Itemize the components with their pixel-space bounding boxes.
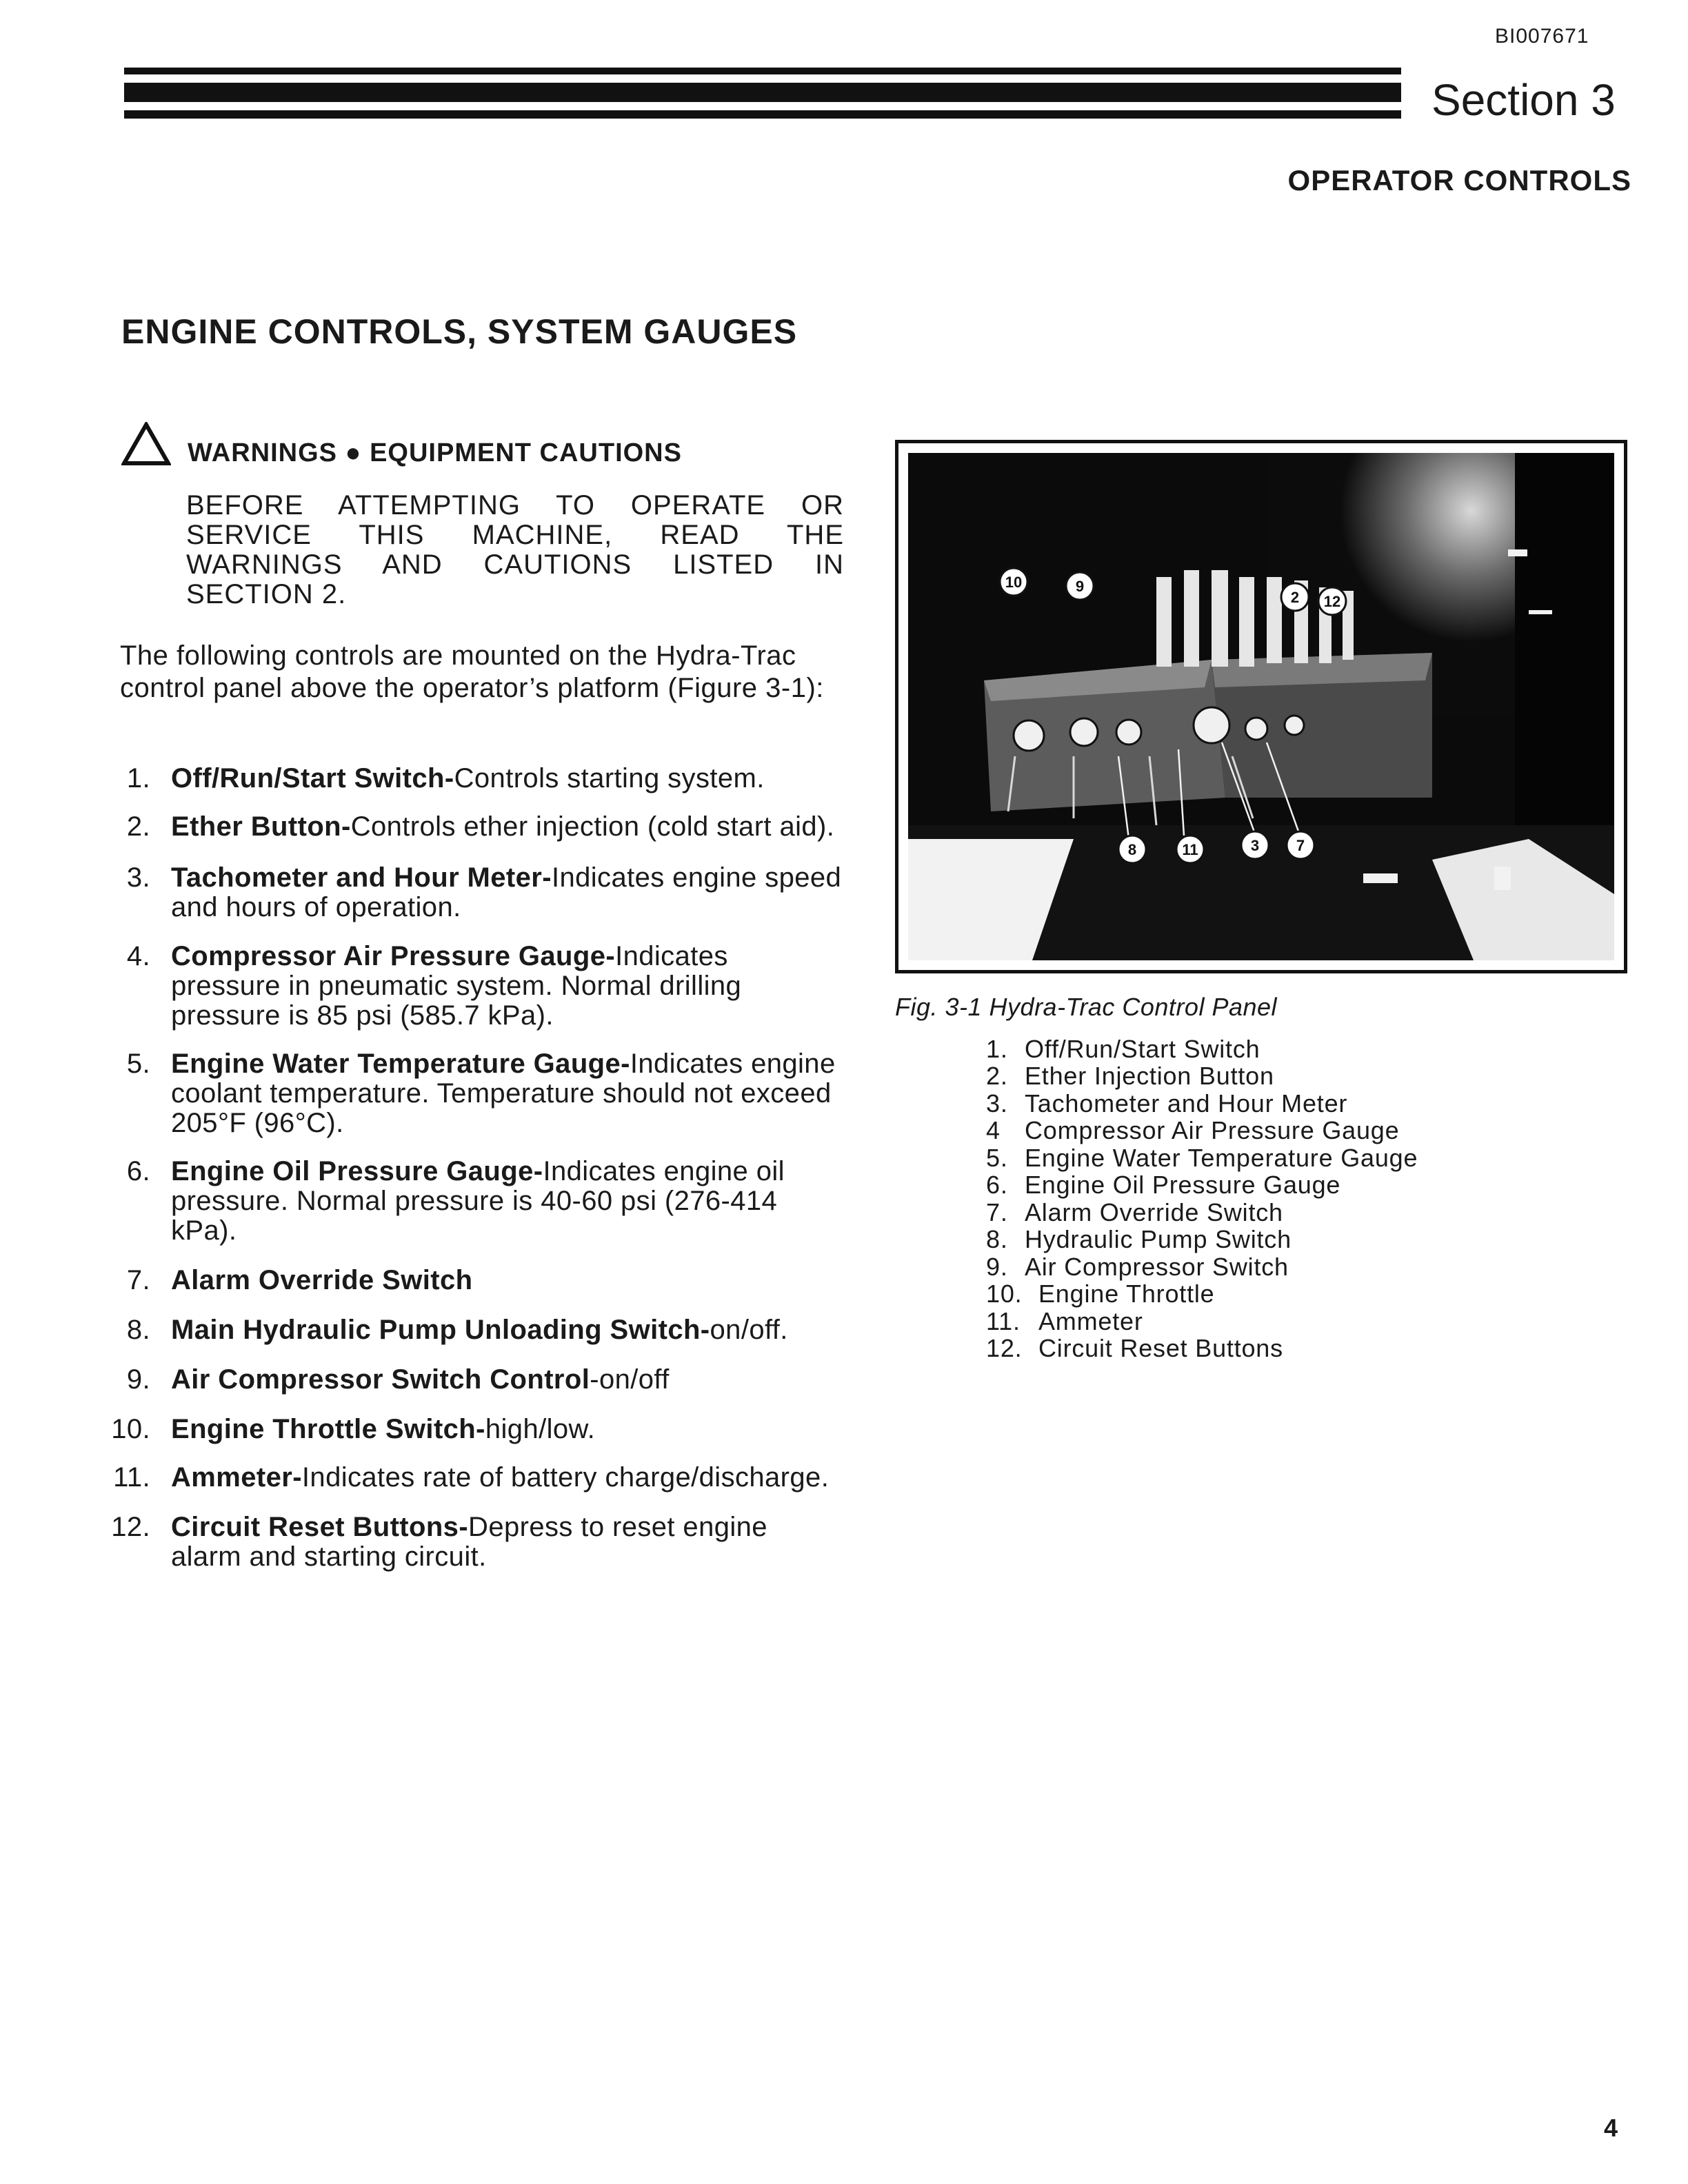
item-number: 4. <box>126 941 150 971</box>
item-number: 5. <box>126 1049 150 1079</box>
item-description: Controls starting system. <box>454 763 765 793</box>
item-description: Indicates rate of battery charge/discharge. <box>301 1462 830 1493</box>
item-name: Off/Run/Start Switch- <box>171 763 454 793</box>
legend-number: 8. <box>986 1225 1008 1253</box>
legend-label: Hydraulic Pump Switch <box>1025 1225 1292 1253</box>
section-label: Section 3 <box>1431 75 1616 125</box>
callout-marker <box>1116 833 1148 865</box>
warning-title: WARNINGS ● EQUIPMENT CAUTIONS <box>188 438 682 467</box>
callout-number: 2 <box>1290 589 1300 606</box>
item-name: Alarm Override Switch <box>171 1265 473 1295</box>
item-number: 3. <box>126 862 150 893</box>
legend-item <box>986 1335 1283 1362</box>
legend-item <box>986 1253 1289 1281</box>
legend-number: 7. <box>986 1198 1008 1226</box>
legend-item <box>986 1117 1399 1144</box>
item-description: Indicates engine coolant temperature. Temperature should not exceed 205°F (96°C). <box>171 1049 836 1138</box>
legend-item <box>986 1035 1260 1063</box>
page-number: 4 <box>1604 2114 1618 2142</box>
callout-marker <box>1285 829 1316 861</box>
item-name: Ammeter- <box>171 1462 302 1493</box>
item-description: Depress to reset engine alarm and starting circuit. <box>171 1512 767 1572</box>
legend-number: 10. <box>986 1280 1023 1308</box>
legend-number: 2. <box>986 1062 1008 1090</box>
item-name: Engine Oil Pressure Gauge- <box>171 1156 543 1186</box>
item-number: 7. <box>126 1265 150 1295</box>
item-name: Air Compressor Switch Control <box>171 1364 590 1395</box>
legend-number: 4 <box>986 1116 1001 1144</box>
warning-triangle-icon <box>121 422 171 466</box>
legend-label: Air Compressor Switch <box>1025 1253 1289 1281</box>
callout-number: 3 <box>1250 837 1260 854</box>
item-number: 11. <box>113 1462 150 1493</box>
intro-paragraph: The following controls are mounted on the Hydra-Trac control panel above the operator’s platform (Figure 3-1): <box>120 640 824 703</box>
item-name: Main Hydraulic Pump Unloading Switch- <box>171 1315 710 1345</box>
item-number: 8. <box>126 1315 150 1345</box>
legend-item <box>986 1199 1283 1226</box>
callout-marker <box>1239 829 1271 861</box>
legend-number: 3. <box>986 1089 1008 1118</box>
callout-marker <box>1174 833 1206 865</box>
legend-label: Engine Oil Pressure Gauge <box>1025 1171 1341 1199</box>
item-description: -on/off <box>590 1364 670 1395</box>
figure-frame <box>895 440 1627 973</box>
legend-number: 5. <box>986 1144 1008 1172</box>
legend-item <box>986 1226 1292 1253</box>
callout-marker <box>1279 581 1311 613</box>
item-name: Circuit Reset Buttons- <box>171 1512 469 1542</box>
legend-label: Alarm Override Switch <box>1025 1198 1283 1226</box>
legend-number: 6. <box>986 1171 1008 1199</box>
callout-number: 12 <box>1323 593 1341 610</box>
item-name: Tachometer and Hour Meter- <box>171 862 552 893</box>
item-description: Indicates engine speed and hours of operation. <box>171 862 842 922</box>
item-description: Indicates pressure in pneumatic system. Normal drilling pressure is 85 psi (585.7 kPa). <box>171 941 742 1031</box>
legend-item <box>986 1144 1418 1172</box>
item-number: 12. <box>111 1512 150 1542</box>
item-description: Indicates engine oil pressure. Normal pressure is 40-60 psi (276-414 kPa). <box>171 1156 785 1246</box>
legend-label: Compressor Air Pressure Gauge <box>1025 1116 1400 1144</box>
item-number: 6. <box>126 1156 150 1186</box>
callout-number: 8 <box>1127 841 1137 858</box>
legend-item <box>986 1171 1340 1199</box>
callout-number: 7 <box>1296 837 1305 854</box>
item-description: on/off. <box>710 1315 788 1345</box>
item-name: Engine Throttle Switch- <box>171 1414 485 1444</box>
item-name: Compressor Air Pressure Gauge- <box>171 941 616 971</box>
legend-label: Ammeter <box>1038 1307 1143 1335</box>
legend-label: Engine Throttle <box>1038 1280 1215 1308</box>
callout-number: 10 <box>1005 574 1023 591</box>
legend-item <box>986 1308 1143 1335</box>
legend-label: Tachometer and Hour Meter <box>1025 1089 1348 1118</box>
item-name: Ether Button- <box>171 811 351 842</box>
callout-marker <box>1064 570 1096 602</box>
document-id: BI007671 <box>1495 25 1589 48</box>
item-description: Controls ether injection (cold start aid). <box>350 811 835 842</box>
legend-number: 11. <box>986 1307 1021 1335</box>
warning-text: BEFORE ATTEMPTING TO OPERATE OR SERVICE THIS MACHINE, READ THE WARNINGS AND CAUTIONS LISTED IN SECTION 2. <box>186 490 844 609</box>
legend-label: Circuit Reset Buttons <box>1038 1334 1283 1362</box>
item-name: Engine Water Temperature Gauge- <box>171 1049 630 1079</box>
figure-caption: Fig. 3-1 Hydra-Trac Control Panel <box>895 993 1278 1021</box>
callout-number: 9 <box>1075 578 1085 595</box>
legend-item <box>986 1280 1215 1308</box>
callout-marker <box>1316 585 1348 617</box>
item-description: high/low. <box>485 1414 596 1444</box>
callout-marker <box>998 566 1029 598</box>
item-number: 9. <box>126 1364 150 1395</box>
control-panel-photo <box>908 453 1614 960</box>
legend-number: 9. <box>986 1253 1008 1281</box>
legend-item <box>986 1062 1274 1090</box>
section-title: OPERATOR CONTROLS <box>1287 164 1631 196</box>
page-heading: ENGINE CONTROLS, SYSTEM GAUGES <box>121 312 798 351</box>
item-number: 1. <box>126 763 150 793</box>
legend-label: Engine Water Temperature Gauge <box>1025 1144 1418 1172</box>
item-number: 10. <box>111 1414 150 1444</box>
item-number: 2. <box>126 811 150 842</box>
legend-label: Ether Injection Button <box>1025 1062 1274 1090</box>
callout-number: 11 <box>1182 841 1198 858</box>
legend-item <box>986 1090 1347 1118</box>
legend-label: Off/Run/Start Switch <box>1025 1035 1260 1063</box>
legend-number: 12. <box>986 1334 1023 1362</box>
legend-number: 1. <box>986 1035 1008 1063</box>
